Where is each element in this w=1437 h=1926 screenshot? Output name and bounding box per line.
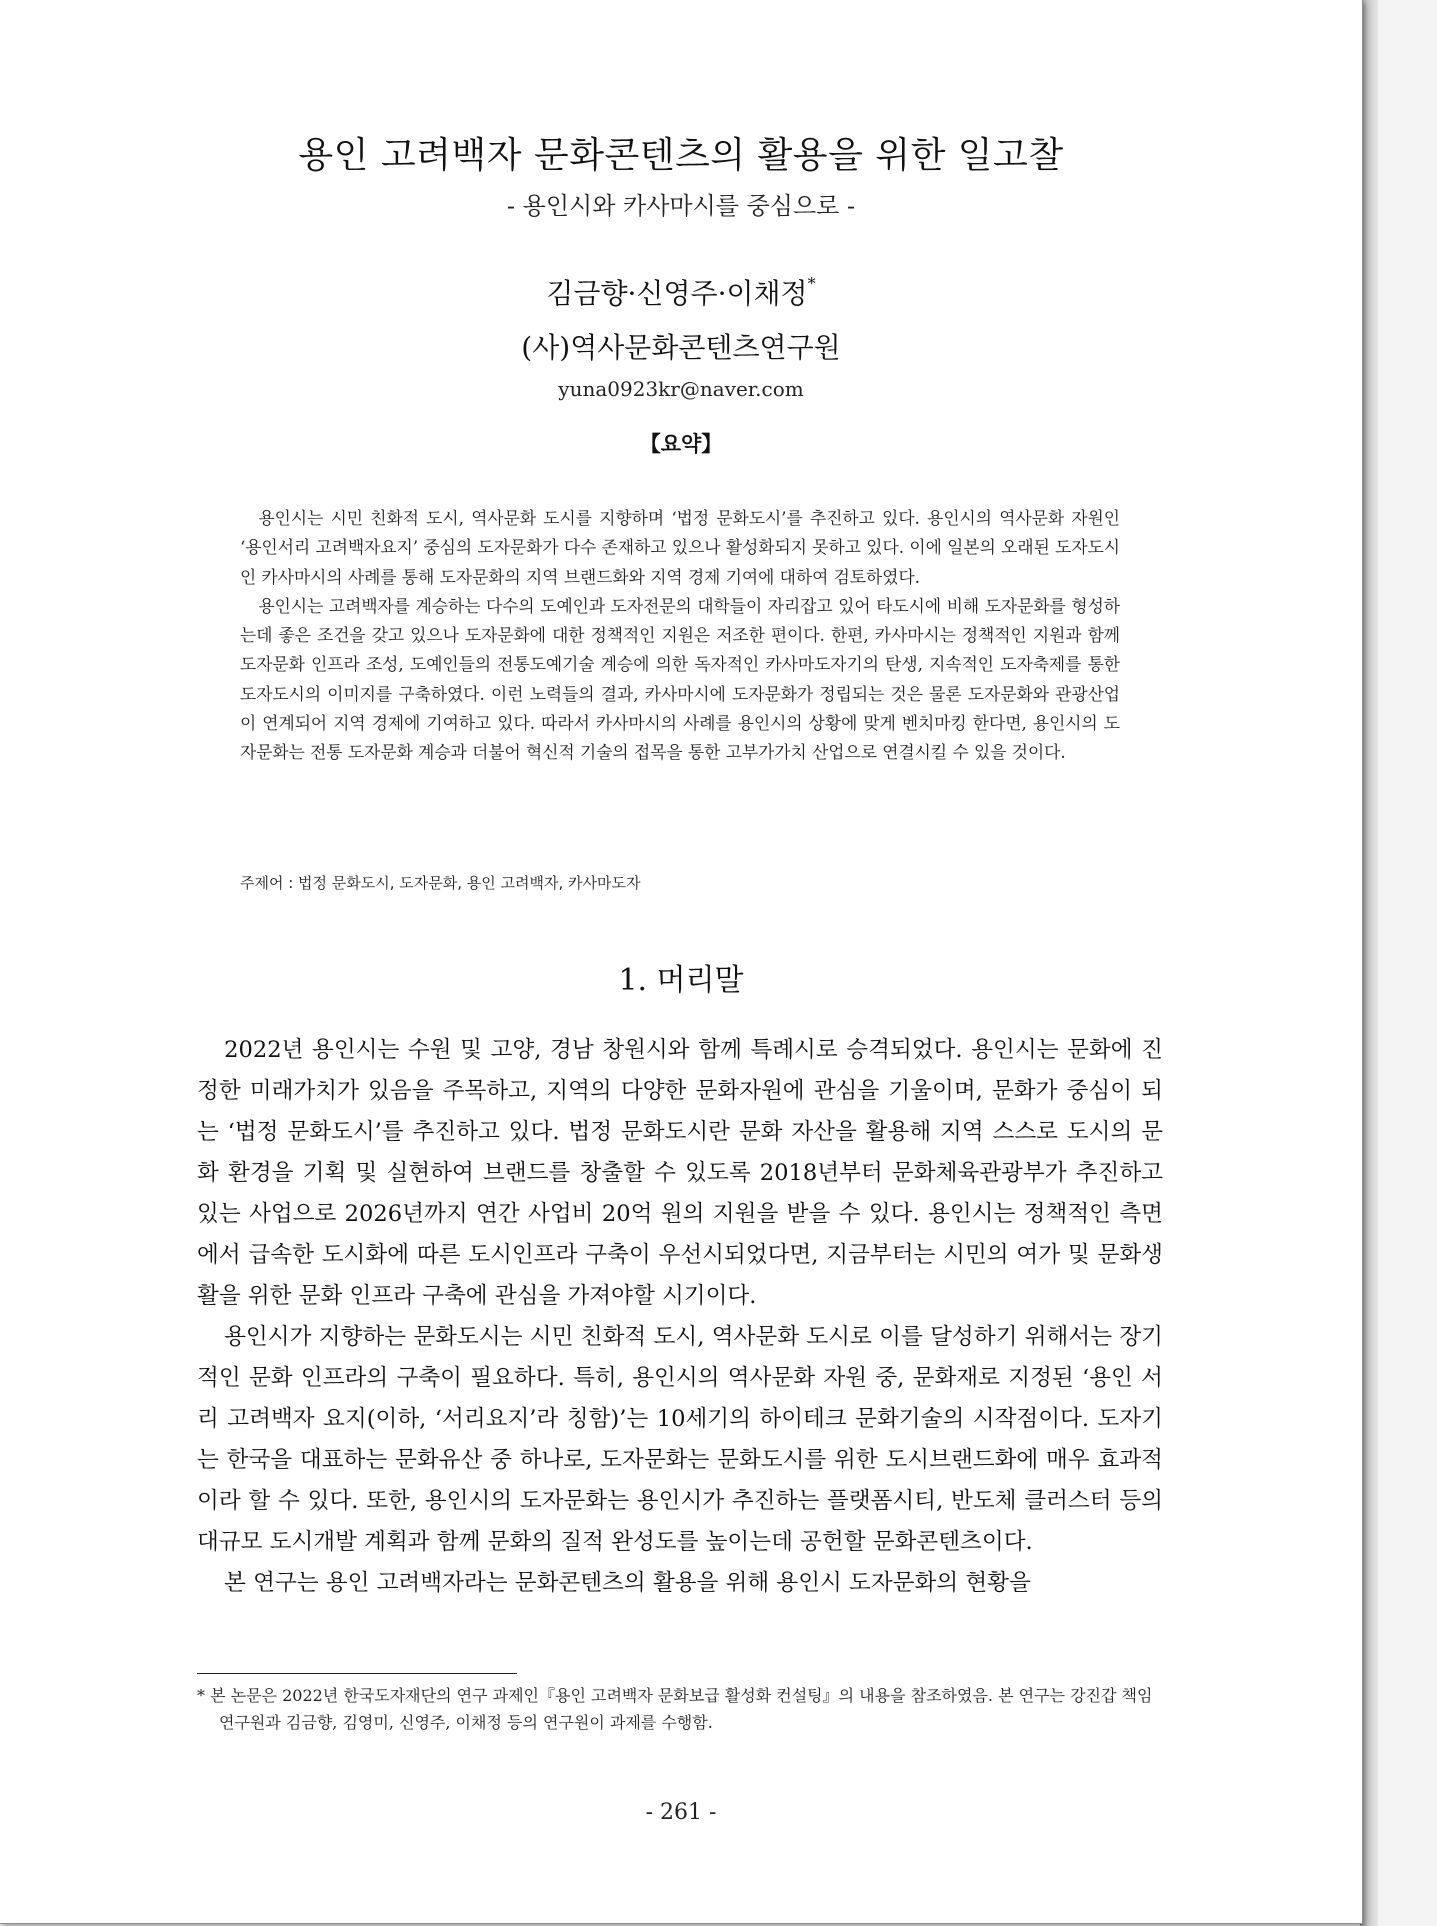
- abstract: [240, 504, 1120, 768]
- paper-title: 용인 고려백자 문화콘텐츠의 활용을 위한 일고찰: [298, 135, 1064, 176]
- abstract-heading: 【요약】: [639, 432, 723, 456]
- body-paragraph: 용인시가 지향하는 문화도시는 시민 친화적 도시, 역사문화 도시로 이를 달성하기 위해서는 장기적인 문화 인프라의 구축이 필요하다. 특히, 용인시의 역사문화 자원 중, 문화재로 지정된 ‘용인 서리 고려백자 요지(이하, ‘서리요지’라 칭함)’는 10세기의 하이테크 문화기술의 시작점이다. 도자기는 한국을 대표하는 문화유산 중 하나로, 도자문화는 문화도시를 위한 도시브랜드화에 매우 효과적이라 할 수 있다. 또한, 용인시의 도자문화는 용인시가 추진하는 플랫폼시티, 반도체 클러스터 등의 대규모 도시개발 계획과 함께 문화의 질적 완성도를 높이는데 공헌할 문화콘텐츠이다.: [197, 1324, 1163, 1555]
- author-list: [0, 272, 1362, 312]
- abstract-paragraph: 용인시는 시민 친화적 도시, 역사문화 도시를 지향하며 ‘법정 문화도시’를 추진하고 있다. 용인시의 역사문화 자원인 ‘용인서리 고려백자요지’ 중심의 도자문화가 다수 존재하고 있으나 활성화되지 못하고 있다. 이에 일본의 오래된 도자도시인 카사마시의 사례를 통해 도자문화의 지역 브랜드화와 지역 경제 기여에 대하여 검토하였다.: [240, 508, 1120, 587]
- abstract-paragraph: 용인시는 고려백자를 계승하는 다수의 도예인과 도자전문의 대학들이 자리잡고 있어 타도시에 비해 도자문화를 형성하는데 좋은 조건을 갖고 있으나 도자문화에 대한 정책적인 지원은 저조한 편이다. 한편, 카사마시는 정책적인 지원과 함께 도자문화 인프라 조성, 도예인들의 전통도예기술 계승에 의한 독자적인 카사마도자기의 탄생, 지속적인 도자축제를 통한 도자도시의 이미지를 구축하였다. 이런 노력들의 결과, 카사마시에 도자문화가 정립되는 것은 물론 도자문화와 관광산업이 연계되어 지역 경제에 기여하고 있다. 따라서 카사마시의 사례를 용인시의 상황에 맞게 벤치마킹 한다면, 용인시의 도자문화는 전통 도자문화 계승과 더불어 혁신적 기술의 접목을 통한 고부가가치 산업으로 연결시킬 수 있을 것이다.: [240, 595, 1120, 763]
- footnote: * 본 논문은 2022년 한국도자재단의 연구 과제인『용인 고려백자 문화보급 활성화 컨설팅』의 내용을 참조하였음. 본 연구는 강진갑 책임연구원과 김금향, 김영미, 신영주, 이채정 등의 연구원이 과제를 수행함.: [197, 1686, 1153, 1732]
- author-names: 김금향·신영주·이채정: [546, 277, 808, 310]
- body-text: [197, 1030, 1163, 1604]
- affiliation: (사)역사문화콘텐츠연구원: [521, 331, 841, 364]
- keywords: 주제어 : 법정 문화도시, 도자문화, 용인 고려백자, 카사마도자: [240, 874, 641, 892]
- author-email: yuna0923kr@naver.com: [558, 377, 804, 401]
- footnote-divider: [197, 1673, 517, 1674]
- paper-subtitle: - 용인시와 카사마시를 중심으로 -: [506, 192, 856, 220]
- body-paragraph: 2022년 용인시는 수원 및 고양, 경남 창원시와 함께 특례시로 승격되었다. 용인시는 문화에 진정한 미래가치가 있음을 주목하고, 지역의 다양한 문화자원에 관심을 기울이며, 문화가 중심이 되는 ‘법정 문화도시’를 추진하고 있다. 법정 문화도시란 문화 자산을 활용해 지역 스스로 도시의 문화 환경을 기획 및 실현하여 브랜드를 창출할 수 있도록 2018년부터 문화체육관광부가 추진하고 있는 사업으로 2026년까지 연간 사업비 20억 원의 지원을 받을 수 있다. 용인시는 정책적인 측면에서 급속한 도시화에 따른 도시인프라 구축이 우선시되었다면, 지금부터는 시민의 여가 및 문화생활을 위한 문화 인프라 구축에 관심을 가져야할 시기이다.: [197, 1037, 1163, 1309]
- author-footnote-mark: *: [807, 274, 816, 293]
- page-number: - 261 -: [645, 1800, 717, 1825]
- body-paragraph: 본 연구는 용인 고려백자라는 문화콘텐츠의 활용을 위해 용인시 도자문화의 현황을: [224, 1570, 1031, 1596]
- section-heading: 1. 머리말: [618, 963, 744, 998]
